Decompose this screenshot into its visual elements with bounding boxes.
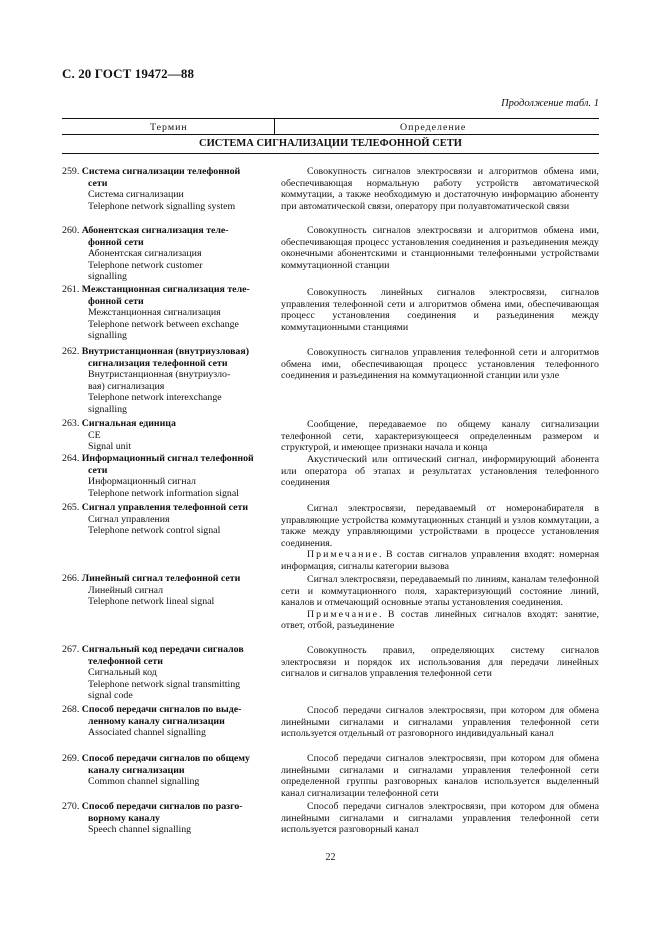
page-header: С. 20 ГОСТ 19472—88 — [62, 66, 195, 81]
term-name: Способ передачи сигналов по разго- — [81, 801, 243, 812]
term-name-cont: ворному каналу — [88, 812, 160, 824]
definition-263 — [281, 419, 599, 454]
term-name: Система сигнализации телефонной — [81, 166, 241, 177]
term-name: Сигнальный код передачи сигналов — [81, 644, 244, 655]
definition-text: Совокупность сигналов электросвязи и алгоритмов обмена ими, обеспечивающая нормальную работу устройств автоматической коммутации, а также необходимую и достаточную информацию абоненту при автоматической связи, оператору при полуавтоматической связи — [281, 166, 599, 212]
term-english: Telephone network between exchange — [88, 318, 239, 330]
term-synonym: Абонентская сигнализация — [88, 248, 202, 260]
term-english: Telephone network control signal — [88, 525, 221, 537]
definition-260 — [281, 225, 599, 271]
term-english-cont: signalling — [88, 403, 127, 415]
term-259 — [62, 166, 267, 212]
term-name-cont: ленному каналу сигнализации — [88, 715, 225, 727]
definition-270 — [281, 801, 599, 836]
note — [281, 609, 599, 632]
term-english: Telephone network customer — [88, 259, 203, 271]
term-english: Telephone network interexchange — [88, 392, 222, 404]
term-synonym: Система сигнализации — [88, 189, 184, 201]
table-continuation: Продолжение табл. 1 — [501, 98, 599, 109]
column-header-definition: Определение — [400, 122, 467, 133]
term-name-cont: фонной сети — [88, 295, 144, 307]
term-name: Способ передачи сигналов по выде- — [81, 704, 242, 715]
term-english: Telephone network information signal — [88, 487, 239, 499]
term-synonym: Линейный сигнал — [88, 584, 164, 596]
page-number: 22 — [325, 852, 336, 863]
column-divider — [274, 118, 275, 135]
term-english-cont: signalling — [88, 271, 127, 283]
term-name-cont: телефонной сети — [88, 655, 163, 667]
term-name-cont: сети — [88, 464, 108, 476]
term-english: Associated channel signalling — [88, 727, 206, 739]
definition-text: Сигнал электросвязи, передаваемый от номеронабирателя в управляющие устройства коммутационных станций и узлов коммутации, а также между управляющими устройствами в процессе установления соединения. — [281, 503, 599, 549]
term-synonym: Внутристанционная (внутриузло- — [88, 369, 231, 381]
term-268 — [62, 704, 267, 739]
note-text: . В состав сигналов управления входят: номерная информация, сигналы категории вызова — [281, 549, 599, 572]
term-name: Линейный сигнал телефонной сети — [81, 573, 241, 584]
term-synonym-cont: вая) сигнализация — [88, 380, 165, 392]
term-name-cont: сигнализация телефонной сети — [88, 357, 228, 369]
term-number: 260. — [62, 225, 80, 236]
note-label: Примечание — [307, 549, 380, 561]
definition-text: Совокупность сигналов управления телефонной сети и алгоритмов обмена ими, обеспечивающая процесс установления телефонного соединения и разъединения на коммутационной станции или узле — [281, 347, 599, 382]
definition-261 — [281, 287, 599, 333]
term-english-cont: signal code — [88, 690, 133, 702]
term-number: 263. — [62, 418, 80, 429]
term-english: Common channel signalling — [88, 776, 200, 788]
definition-269 — [281, 753, 599, 799]
term-abbreviation: СЕ — [88, 429, 101, 441]
note — [281, 549, 599, 572]
definition-262 — [281, 347, 599, 382]
term-english-cont: signalling — [88, 330, 127, 342]
definition-266 — [281, 574, 599, 632]
table-top-rule — [62, 118, 599, 119]
term-number: 265. — [62, 502, 80, 513]
term-270 — [62, 801, 267, 836]
term-english: Telephone network signal transmitting — [88, 678, 241, 690]
definition-text: Сигнал электросвязи, передаваемый по линиям, каналам телефонной сети и коммутационного поля, характеризующий состояние линий, каналов и отмечающий основные этапы установления соединения. — [281, 574, 599, 609]
section-title: СИСТЕМА СИГНАЛИЗАЦИИ ТЕЛЕФОННОЙ СЕТИ — [199, 138, 462, 149]
definition-267 — [281, 645, 599, 680]
term-number: 259. — [62, 166, 80, 177]
term-number: 266. — [62, 573, 80, 584]
term-name-cont: фонной сети — [88, 236, 144, 248]
term-name: Сигнальная единица — [81, 418, 176, 429]
term-name: Межстанционная сигнализация теле- — [81, 284, 250, 295]
note-text: . В состав линейных сигналов входят: занятие, ответ, отбой, разъединение — [281, 608, 599, 632]
header-rule — [62, 134, 599, 135]
term-number: 262. — [62, 346, 80, 357]
term-260 — [62, 225, 267, 283]
term-264 — [62, 453, 267, 499]
term-269 — [62, 753, 267, 788]
term-number: 261. — [62, 284, 80, 295]
term-english: Telephone network signalling system — [88, 200, 236, 212]
term-number: 267. — [62, 644, 80, 655]
column-header-term: Термин — [150, 122, 188, 133]
term-name-cont: сети — [88, 177, 108, 189]
term-number: 269. — [62, 753, 80, 764]
note-label: Примечание — [307, 608, 380, 620]
term-number: 270. — [62, 801, 80, 812]
term-english: Signal unit — [88, 441, 132, 453]
term-266 — [62, 573, 267, 608]
definition-264 — [281, 454, 599, 489]
term-262 — [62, 346, 267, 416]
definition-text: Акустический или оптический сигнал, информирующий абонента или оператора об этапах и результатах установления телефонного соединения — [281, 454, 599, 489]
definition-text: Совокупность правил, определяющих систему сигналов электросвязи и порядок их использования для передачи линейных сигналов и сигналов управления телефонной сети — [281, 645, 599, 680]
term-synonym: Информационный сигнал — [88, 476, 196, 488]
term-synonym: Сигнальный код — [88, 667, 157, 679]
section-rule — [62, 153, 599, 154]
term-267 — [62, 644, 267, 702]
definition-text: Сообщение, передаваемое по общему каналу сигнализации телефонной сети, характеризующееся определенным размером и структурой, и имеющее признаки начала и конца — [281, 419, 599, 454]
term-name: Информационный сигнал телефонной — [81, 453, 254, 464]
term-261 — [62, 284, 267, 342]
term-name: Способ передачи сигналов по общему — [81, 753, 250, 764]
definition-265 — [281, 503, 599, 573]
definition-text: Способ передачи сигналов электросвязи, при котором для обмена линейными сигналами и сигналами управления телефонной сети определенной группы разговорных каналов используется выделенный канал сигнализации телефонной сети — [281, 753, 599, 799]
definition-text: Совокупность линейных сигналов электросвязи, сигналов управления телефонной сети и алгоритмов обмена ими, обеспечивающая процесс установления соединения и разъединения между коммутационными станциями — [281, 287, 599, 333]
term-265 — [62, 502, 267, 537]
term-number: 264. — [62, 453, 80, 464]
term-number: 268. — [62, 704, 80, 715]
term-synonym: Межстанционная сигнализация — [88, 307, 221, 319]
term-name-cont: каналу сигнализации — [88, 764, 185, 776]
definition-268 — [281, 705, 599, 740]
term-name: Абонентская сигнализация теле- — [81, 225, 229, 236]
definition-text: Способ передачи сигналов электросвязи, при котором для обмена линейными сигналами и сигналами управления телефонной сети используется отдельный от разговорного индивидуальный канал — [281, 705, 599, 740]
definition-text: Совокупность сигналов электросвязи и алгоритмов обмена ими, обеспечивающая процесс установления соединения и разъединения между оконечными абонентскими и станционными телефонными устройствами коммутационной станции — [281, 225, 599, 271]
term-name: Сигнал управления телефонной сети — [81, 502, 249, 513]
definition-text: Способ передачи сигналов электросвязи, при котором для обмена линейными сигналами и сигналами управления телефонной сети используется разговорный канал — [281, 801, 599, 836]
term-english: Telephone network lineal signal — [88, 596, 215, 608]
term-name: Внутристанционная (внутриузловая) — [81, 346, 249, 357]
term-english: Speech channel signalling — [88, 824, 192, 836]
term-263 — [62, 418, 267, 453]
definition-259 — [281, 166, 599, 212]
term-synonym: Сигнал управления — [88, 513, 170, 525]
